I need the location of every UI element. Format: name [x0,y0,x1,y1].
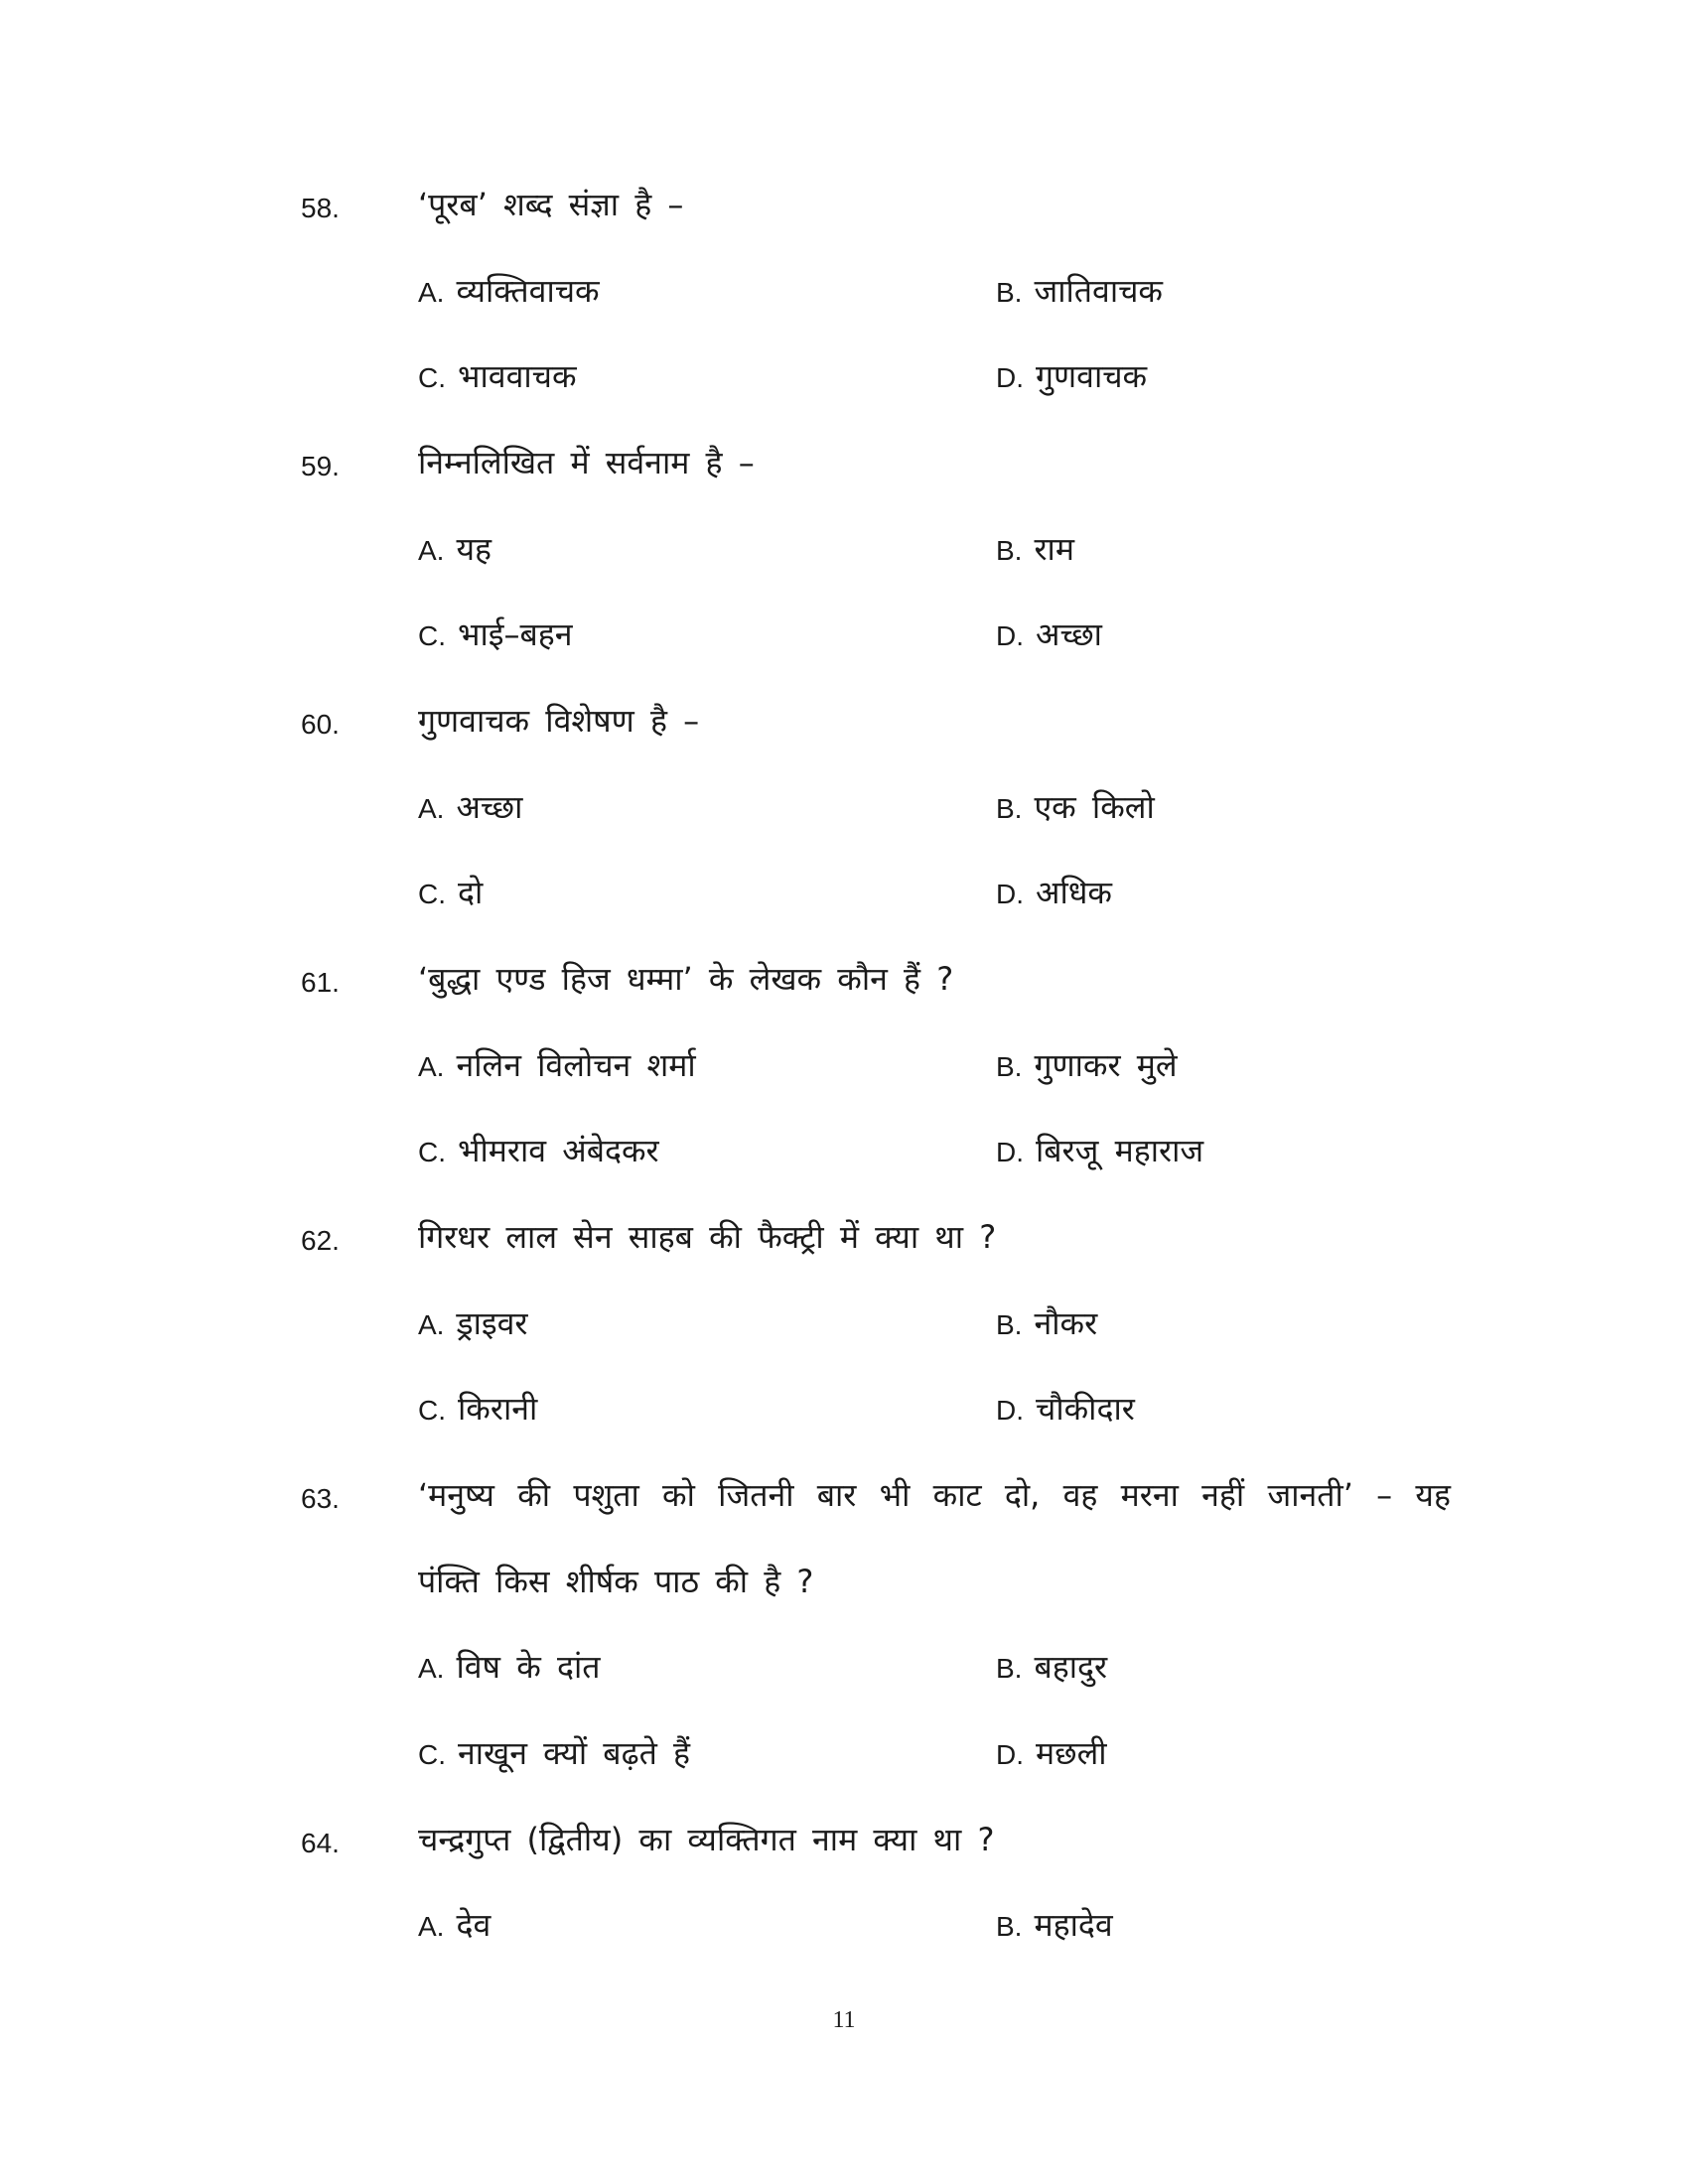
question-text: निम्नलिखित में सर्वनाम है – [418,444,755,481]
option-text: चौकीदार [1036,1390,1135,1428]
option-letter: A. [418,277,445,308]
option-letter: A. [418,793,445,824]
option-c [418,1733,690,1775]
option-letter: B. [996,535,1023,566]
option-d [996,873,1112,914]
option-text: बिरजू महाराज [1036,1132,1204,1169]
option-text: विष के दांत [456,1648,601,1686]
option-letter: D. [996,1137,1024,1167]
option-text: ड्राइवर [456,1304,528,1342]
option-c [418,614,573,656]
option-d [996,1389,1135,1431]
option-letter: B. [996,277,1023,308]
option-letter: D. [996,362,1024,393]
option-b [996,1045,1178,1087]
option-a [418,529,492,571]
option-c [418,1131,659,1172]
option-text: भीमराव अंबेदकर [458,1132,659,1169]
option-letter: B. [996,1653,1023,1684]
option-b [996,1905,1113,1947]
option-text: अधिक [1036,874,1112,911]
option-letter: A. [418,1309,445,1340]
option-text: दो [458,874,484,911]
option-letter: A. [418,1911,445,1942]
option-text: महादेव [1034,1906,1113,1944]
option-b [996,271,1163,313]
option-text: नाखून क्यों बढ़ते हैं [458,1734,690,1772]
option-b [996,787,1155,829]
option-text: गुणाकर मुले [1034,1046,1178,1084]
option-a [418,271,600,313]
question-text: गुणवाचक विशेषण है – [418,702,700,740]
option-letter: D. [996,1395,1024,1426]
option-a [418,1303,527,1345]
option-text: अच्छा [456,788,523,826]
option-b [996,1303,1097,1345]
option-text: किरानी [458,1390,538,1428]
option-text: नौकर [1034,1304,1098,1342]
option-text: एक किलो [1034,788,1155,826]
option-text: राम [1034,530,1074,568]
option-a [418,1045,696,1087]
question-text: ‘पूरब’ शब्द संज्ञा है – [418,186,684,223]
question-text-line-1: ‘मनुष्य की पशुता को जितनी बार भी काट दो, वह मरना नहीं जानती’ – यह [418,1476,1451,1514]
option-text: यह [456,530,492,568]
question-number: 64. [301,1828,340,1858]
option-d [996,1733,1107,1775]
option-letter: D. [996,879,1024,909]
option-text: भाई–बहन [458,615,573,653]
option-c [418,873,483,914]
option-letter: C. [418,1739,446,1770]
option-letter: B. [996,1309,1023,1340]
page-number: 11 [832,2007,856,2033]
option-letter: D. [996,1739,1024,1770]
option-letter: C. [418,879,446,909]
option-d [996,356,1147,398]
question-number: 63. [301,1483,340,1514]
option-b [996,1647,1107,1689]
option-letter: B. [996,1051,1023,1082]
question-number: 62. [301,1225,340,1256]
option-letter: C. [418,362,446,393]
option-text: गुणवाचक [1036,357,1148,395]
option-text: बहादुर [1034,1648,1108,1686]
option-letter: A. [418,1653,445,1684]
question-text-line-2: पंक्ति किस शीर्षक पाठ की है ? [418,1563,814,1600]
option-c [418,356,577,398]
option-letter: B. [996,1911,1023,1942]
option-a [418,787,522,829]
question-number: 58. [301,193,340,223]
option-a [418,1905,491,1947]
option-letter: A. [418,535,445,566]
question-text: चन्द्रगुप्त (द्वितीय) का व्यक्तिगत नाम क्या था ? [418,1821,995,1858]
option-letter: D. [996,620,1024,651]
question-text: गिरधर लाल सेन साहब की फैक्ट्री में क्या था ? [418,1218,997,1256]
option-letter: C. [418,1395,446,1426]
option-letter: B. [996,793,1023,824]
option-b [996,529,1074,571]
option-text: अच्छा [1036,615,1102,653]
option-c [418,1389,537,1431]
option-letter: C. [418,620,446,651]
option-text: जातिवाचक [1034,272,1164,310]
question-number: 61. [301,967,340,998]
option-text: नलिन विलोचन शर्मा [456,1046,696,1084]
option-text: व्यक्तिवाचक [456,272,600,310]
option-text: भाववाचक [458,357,577,395]
question-number: 59. [301,451,340,481]
option-text: मछली [1036,1734,1107,1772]
option-letter: A. [418,1051,445,1082]
option-letter: C. [418,1137,446,1167]
option-d [996,614,1102,656]
question-number: 60. [301,709,340,740]
option-a [418,1647,601,1689]
option-d [996,1131,1203,1172]
option-text: देव [456,1906,492,1944]
question-text: ‘बुद्धा एण्ड हिज धम्मा’ के लेखक कौन हैं ? [418,960,954,998]
